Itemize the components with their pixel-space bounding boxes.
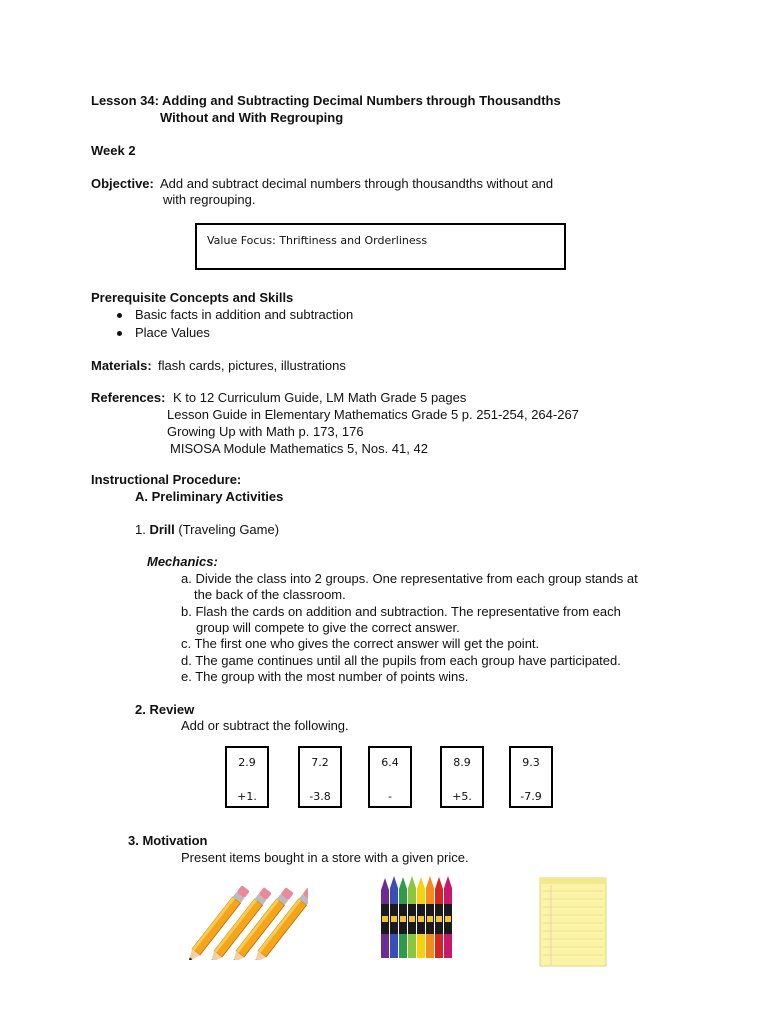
lesson-title-line1: Lesson 34: Adding and Subtracting Decimal Numbers through Thousandths — [91, 93, 561, 108]
reference-line: Lesson Guide in Elementary Mathematics Grade 5 p. 251-254, 264-267 — [167, 407, 579, 422]
references-label: References: — [91, 390, 166, 405]
drill-number: 1. — [135, 522, 146, 537]
crayon-icon — [399, 877, 407, 958]
flash-card-bottom: - — [388, 790, 392, 803]
flash-card-top: 9.3 — [522, 756, 540, 769]
review-heading: 2. Review — [135, 702, 195, 717]
crayon-icon — [444, 876, 452, 958]
materials-text: flash cards, pictures, illustrations — [158, 358, 346, 373]
flash-card — [440, 746, 484, 808]
value-focus-box — [195, 223, 566, 270]
prerequisite-item: Place Values — [135, 325, 210, 340]
mechanics-item: the back of the classroom. — [194, 587, 346, 602]
flash-card-top: 6.4 — [381, 756, 399, 769]
mechanics-item: b. Flash the cards on addition and subtraction. The representative from each — [181, 604, 621, 619]
review-text: Add or subtract the following. — [181, 718, 349, 733]
drill-note: (Traveling Game) — [178, 522, 280, 537]
crayon-icon — [408, 876, 416, 958]
materials-label: Materials: — [91, 358, 152, 373]
flash-card-bottom: +5. — [452, 790, 472, 803]
procedure-heading: Instructional Procedure: — [91, 472, 242, 487]
crayon-icon — [435, 877, 443, 958]
week-label: Week 2 — [91, 143, 136, 158]
flash-card — [509, 746, 553, 808]
pencils-illustration — [188, 880, 308, 960]
motivation-heading: 3. Motivation — [128, 833, 208, 848]
mechanics-item: a. Divide the class into 2 groups. One representative from each group stands at — [181, 571, 638, 586]
reference-line: MISOSA Module Mathematics 5, Nos. 41, 42 — [170, 441, 428, 456]
crayon-icon — [390, 876, 398, 958]
drill-label: Drill — [149, 522, 175, 537]
mechanics-item: d. The game continues until all the pupils from each group have participated. — [181, 653, 621, 668]
objective-label: Objective: — [91, 176, 154, 191]
flash-card-bottom: -3.8 — [309, 790, 331, 803]
motivation-text: Present items bought in a store with a given price. — [181, 850, 469, 865]
crayon-icon — [426, 876, 434, 958]
mechanics-item: group will compete to give the correct answer. — [196, 620, 460, 635]
flash-card — [368, 746, 412, 808]
value-focus-text: Value Focus: Thriftiness and Orderliness — [207, 234, 428, 247]
objective-line2: with regrouping. — [163, 192, 256, 207]
bullet-icon — [117, 313, 122, 318]
mechanics-item: e. The group with the most number of points wins. — [181, 669, 469, 684]
bullet-icon — [117, 331, 122, 336]
crayon-icon — [381, 878, 389, 958]
section-a-heading: A. Preliminary Activities — [135, 489, 284, 504]
reference-line: K to 12 Curriculum Guide, LM Math Grade 5 pages — [173, 390, 467, 405]
prerequisite-item: Basic facts in addition and subtraction — [135, 307, 354, 322]
flash-card-top: 2.9 — [238, 756, 256, 769]
flash-card-bottom: +1. — [237, 790, 257, 803]
reference-line: Growing Up with Math p. 173, 176 — [167, 424, 364, 439]
drill-line — [135, 522, 279, 538]
flash-card — [298, 746, 342, 808]
crayons-illustration — [378, 876, 464, 962]
notepad-icon — [540, 878, 606, 966]
lesson-title-line2: Without and With Regrouping — [160, 110, 344, 125]
prerequisite-heading: Prerequisite Concepts and Skills — [91, 290, 294, 305]
flash-card-top: 7.2 — [311, 756, 329, 769]
flash-card-bottom: -7.9 — [520, 790, 542, 803]
flash-card-top: 8.9 — [453, 756, 471, 769]
notepad-illustration — [539, 877, 607, 967]
crayon-icon — [417, 877, 425, 958]
objective-line1: Add and subtract decimal numbers through thousandths without and — [160, 176, 554, 191]
flash-card — [225, 746, 269, 808]
mechanics-heading: Mechanics: — [147, 554, 218, 569]
mechanics-item: c. The first one who gives the correct answer will get the point. — [181, 636, 540, 651]
